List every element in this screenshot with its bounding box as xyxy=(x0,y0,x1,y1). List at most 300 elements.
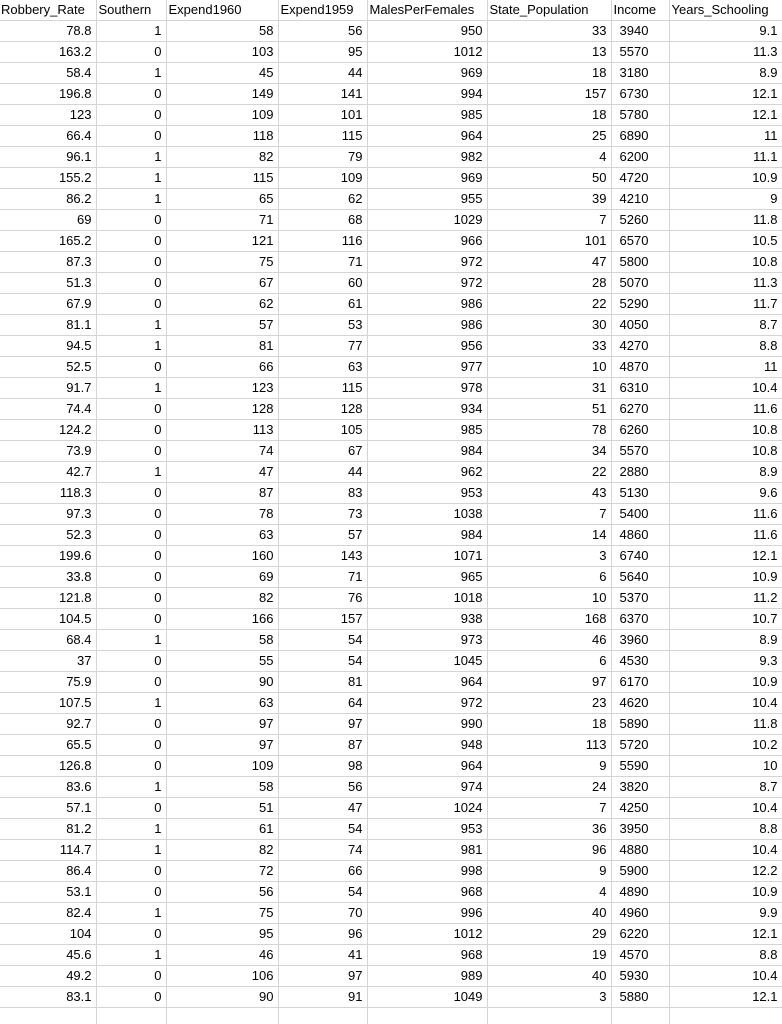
cell-southern[interactable]: 1 xyxy=(96,168,166,189)
cell-males-per-females[interactable]: 1018 xyxy=(367,588,487,609)
cell-expend1959[interactable]: 54 xyxy=(278,819,367,840)
cell-income[interactable]: 3820 xyxy=(611,777,669,798)
cell-expend1959[interactable]: 60 xyxy=(278,273,367,294)
cell-southern[interactable]: 0 xyxy=(96,483,166,504)
cell-state-population[interactable]: 7 xyxy=(487,210,611,231)
cell-robbery-rate[interactable]: 118.3 xyxy=(0,483,96,504)
cell-southern[interactable]: 0 xyxy=(96,987,166,1008)
cell-robbery-rate[interactable]: 126.8 xyxy=(0,756,96,777)
cell-state-population[interactable]: 6 xyxy=(487,567,611,588)
cell-robbery-rate[interactable]: 42.7 xyxy=(0,462,96,483)
cell-robbery-rate[interactable]: 68.4 xyxy=(0,630,96,651)
cell-robbery-rate[interactable]: 67.9 xyxy=(0,294,96,315)
cell-expend1959[interactable]: 64 xyxy=(278,693,367,714)
cell-years-schooling[interactable]: 10.5 xyxy=(669,231,782,252)
cell-expend1959[interactable]: 81 xyxy=(278,672,367,693)
column-header-expend1960[interactable]: Expend1960 xyxy=(166,0,278,21)
cell-years-schooling[interactable]: 10.8 xyxy=(669,420,782,441)
cell-robbery-rate[interactable]: 49.2 xyxy=(0,966,96,987)
cell-expend1959[interactable]: 115 xyxy=(278,378,367,399)
cell-years-schooling[interactable]: 12.2 xyxy=(669,861,782,882)
cell-males-per-females[interactable]: 994 xyxy=(367,84,487,105)
cell-southern[interactable]: 0 xyxy=(96,672,166,693)
cell-expend1960[interactable]: 46 xyxy=(166,945,278,966)
cell-males-per-females[interactable]: 968 xyxy=(367,945,487,966)
cell-expend1959[interactable]: 79 xyxy=(278,147,367,168)
cell-expend1959[interactable]: 109 xyxy=(278,168,367,189)
cell-expend1960[interactable]: 69 xyxy=(166,567,278,588)
cell-years-schooling[interactable]: 11.2 xyxy=(669,588,782,609)
cell-males-per-females[interactable]: 969 xyxy=(367,168,487,189)
cell-males-per-females[interactable]: 968 xyxy=(367,882,487,903)
empty-cell[interactable] xyxy=(166,1008,278,1024)
cell-state-population[interactable]: 96 xyxy=(487,840,611,861)
cell-state-population[interactable]: 43 xyxy=(487,483,611,504)
column-header-state-population[interactable]: State_Population xyxy=(487,0,611,21)
cell-southern[interactable]: 0 xyxy=(96,798,166,819)
cell-years-schooling[interactable]: 11 xyxy=(669,357,782,378)
cell-income[interactable]: 4860 xyxy=(611,525,669,546)
cell-expend1959[interactable]: 74 xyxy=(278,840,367,861)
cell-southern[interactable]: 1 xyxy=(96,147,166,168)
cell-males-per-females[interactable]: 966 xyxy=(367,231,487,252)
cell-males-per-females[interactable]: 1012 xyxy=(367,924,487,945)
cell-income[interactable]: 4270 xyxy=(611,336,669,357)
cell-robbery-rate[interactable]: 75.9 xyxy=(0,672,96,693)
cell-years-schooling[interactable]: 9 xyxy=(669,189,782,210)
cell-robbery-rate[interactable]: 104.5 xyxy=(0,609,96,630)
cell-income[interactable]: 5640 xyxy=(611,567,669,588)
cell-income[interactable]: 5880 xyxy=(611,987,669,1008)
cell-income[interactable]: 5720 xyxy=(611,735,669,756)
cell-income[interactable]: 4210 xyxy=(611,189,669,210)
cell-expend1959[interactable]: 95 xyxy=(278,42,367,63)
cell-expend1960[interactable]: 51 xyxy=(166,798,278,819)
cell-state-population[interactable]: 46 xyxy=(487,630,611,651)
cell-southern[interactable]: 0 xyxy=(96,210,166,231)
cell-southern[interactable]: 1 xyxy=(96,777,166,798)
cell-males-per-females[interactable]: 985 xyxy=(367,420,487,441)
cell-expend1960[interactable]: 166 xyxy=(166,609,278,630)
cell-southern[interactable]: 0 xyxy=(96,609,166,630)
cell-southern[interactable]: 0 xyxy=(96,882,166,903)
cell-years-schooling[interactable]: 10.8 xyxy=(669,441,782,462)
cell-expend1959[interactable]: 56 xyxy=(278,777,367,798)
cell-expend1960[interactable]: 63 xyxy=(166,525,278,546)
cell-state-population[interactable]: 51 xyxy=(487,399,611,420)
cell-income[interactable]: 4880 xyxy=(611,840,669,861)
cell-years-schooling[interactable]: 8.7 xyxy=(669,315,782,336)
cell-expend1960[interactable]: 82 xyxy=(166,588,278,609)
cell-years-schooling[interactable]: 8.8 xyxy=(669,945,782,966)
cell-income[interactable]: 5400 xyxy=(611,504,669,525)
cell-years-schooling[interactable]: 8.9 xyxy=(669,462,782,483)
cell-expend1960[interactable]: 58 xyxy=(166,630,278,651)
cell-robbery-rate[interactable]: 196.8 xyxy=(0,84,96,105)
cell-males-per-females[interactable]: 1012 xyxy=(367,42,487,63)
cell-income[interactable]: 5890 xyxy=(611,714,669,735)
cell-robbery-rate[interactable]: 82.4 xyxy=(0,903,96,924)
cell-income[interactable]: 5900 xyxy=(611,861,669,882)
cell-southern[interactable]: 1 xyxy=(96,63,166,84)
cell-income[interactable]: 3940 xyxy=(611,21,669,42)
cell-income[interactable]: 6170 xyxy=(611,672,669,693)
cell-income[interactable]: 3180 xyxy=(611,63,669,84)
cell-state-population[interactable]: 3 xyxy=(487,546,611,567)
cell-expend1959[interactable]: 97 xyxy=(278,966,367,987)
cell-robbery-rate[interactable]: 86.2 xyxy=(0,189,96,210)
cell-males-per-females[interactable]: 964 xyxy=(367,672,487,693)
cell-expend1960[interactable]: 121 xyxy=(166,231,278,252)
cell-state-population[interactable]: 78 xyxy=(487,420,611,441)
cell-males-per-females[interactable]: 938 xyxy=(367,609,487,630)
cell-income[interactable]: 4620 xyxy=(611,693,669,714)
cell-males-per-females[interactable]: 989 xyxy=(367,966,487,987)
cell-expend1960[interactable]: 106 xyxy=(166,966,278,987)
cell-expend1959[interactable]: 77 xyxy=(278,336,367,357)
cell-expend1960[interactable]: 45 xyxy=(166,63,278,84)
cell-expend1959[interactable]: 143 xyxy=(278,546,367,567)
cell-expend1960[interactable]: 115 xyxy=(166,168,278,189)
cell-southern[interactable]: 0 xyxy=(96,756,166,777)
cell-income[interactable]: 4050 xyxy=(611,315,669,336)
cell-expend1960[interactable]: 81 xyxy=(166,336,278,357)
cell-robbery-rate[interactable]: 58.4 xyxy=(0,63,96,84)
cell-years-schooling[interactable]: 10.4 xyxy=(669,693,782,714)
cell-males-per-females[interactable]: 1049 xyxy=(367,987,487,1008)
cell-state-population[interactable]: 10 xyxy=(487,357,611,378)
cell-years-schooling[interactable]: 10.7 xyxy=(669,609,782,630)
cell-robbery-rate[interactable]: 94.5 xyxy=(0,336,96,357)
cell-expend1959[interactable]: 83 xyxy=(278,483,367,504)
cell-expend1959[interactable]: 115 xyxy=(278,126,367,147)
cell-southern[interactable]: 0 xyxy=(96,231,166,252)
cell-males-per-females[interactable]: 955 xyxy=(367,189,487,210)
cell-expend1959[interactable]: 54 xyxy=(278,630,367,651)
cell-males-per-females[interactable]: 977 xyxy=(367,357,487,378)
cell-expend1960[interactable]: 113 xyxy=(166,420,278,441)
cell-expend1959[interactable]: 101 xyxy=(278,105,367,126)
cell-robbery-rate[interactable]: 92.7 xyxy=(0,714,96,735)
cell-males-per-females[interactable]: 972 xyxy=(367,693,487,714)
cell-expend1960[interactable]: 74 xyxy=(166,441,278,462)
cell-males-per-females[interactable]: 1071 xyxy=(367,546,487,567)
cell-expend1959[interactable]: 71 xyxy=(278,252,367,273)
cell-income[interactable]: 5570 xyxy=(611,441,669,462)
cell-years-schooling[interactable]: 11.3 xyxy=(669,42,782,63)
cell-income[interactable]: 4890 xyxy=(611,882,669,903)
cell-years-schooling[interactable]: 10.4 xyxy=(669,840,782,861)
cell-expend1960[interactable]: 58 xyxy=(166,21,278,42)
cell-robbery-rate[interactable]: 45.6 xyxy=(0,945,96,966)
cell-income[interactable]: 5800 xyxy=(611,252,669,273)
cell-state-population[interactable]: 22 xyxy=(487,294,611,315)
cell-state-population[interactable]: 29 xyxy=(487,924,611,945)
cell-males-per-females[interactable]: 953 xyxy=(367,483,487,504)
cell-males-per-females[interactable]: 984 xyxy=(367,525,487,546)
cell-robbery-rate[interactable]: 83.1 xyxy=(0,987,96,1008)
empty-cell[interactable] xyxy=(278,1008,367,1024)
cell-years-schooling[interactable]: 12.1 xyxy=(669,987,782,1008)
cell-males-per-females[interactable]: 986 xyxy=(367,294,487,315)
cell-robbery-rate[interactable]: 104 xyxy=(0,924,96,945)
cell-southern[interactable]: 1 xyxy=(96,693,166,714)
cell-robbery-rate[interactable]: 57.1 xyxy=(0,798,96,819)
cell-expend1959[interactable]: 96 xyxy=(278,924,367,945)
cell-expend1960[interactable]: 82 xyxy=(166,840,278,861)
cell-income[interactable]: 6220 xyxy=(611,924,669,945)
cell-years-schooling[interactable]: 10.4 xyxy=(669,966,782,987)
cell-state-population[interactable]: 30 xyxy=(487,315,611,336)
cell-years-schooling[interactable]: 11.1 xyxy=(669,147,782,168)
cell-southern[interactable]: 0 xyxy=(96,651,166,672)
cell-expend1960[interactable]: 123 xyxy=(166,378,278,399)
cell-southern[interactable]: 1 xyxy=(96,378,166,399)
cell-years-schooling[interactable]: 10.4 xyxy=(669,378,782,399)
cell-expend1960[interactable]: 118 xyxy=(166,126,278,147)
cell-males-per-females[interactable]: 973 xyxy=(367,630,487,651)
cell-income[interactable]: 6260 xyxy=(611,420,669,441)
cell-expend1960[interactable]: 55 xyxy=(166,651,278,672)
cell-state-population[interactable]: 7 xyxy=(487,504,611,525)
cell-males-per-females[interactable]: 950 xyxy=(367,21,487,42)
cell-state-population[interactable]: 13 xyxy=(487,42,611,63)
cell-expend1959[interactable]: 41 xyxy=(278,945,367,966)
cell-expend1959[interactable]: 128 xyxy=(278,399,367,420)
cell-years-schooling[interactable]: 11 xyxy=(669,126,782,147)
cell-expend1960[interactable]: 75 xyxy=(166,252,278,273)
cell-southern[interactable]: 1 xyxy=(96,840,166,861)
cell-state-population[interactable]: 39 xyxy=(487,189,611,210)
cell-income[interactable]: 6270 xyxy=(611,399,669,420)
cell-years-schooling[interactable]: 11.8 xyxy=(669,714,782,735)
cell-southern[interactable]: 0 xyxy=(96,84,166,105)
cell-robbery-rate[interactable]: 74.4 xyxy=(0,399,96,420)
cell-robbery-rate[interactable]: 52.5 xyxy=(0,357,96,378)
cell-expend1960[interactable]: 90 xyxy=(166,987,278,1008)
column-header-males-per-females[interactable]: MalesPerFemales xyxy=(367,0,487,21)
cell-years-schooling[interactable]: 11.6 xyxy=(669,504,782,525)
cell-income[interactable]: 3950 xyxy=(611,819,669,840)
cell-males-per-females[interactable]: 1038 xyxy=(367,504,487,525)
cell-southern[interactable]: 0 xyxy=(96,546,166,567)
cell-state-population[interactable]: 28 xyxy=(487,273,611,294)
cell-years-schooling[interactable]: 11.3 xyxy=(669,273,782,294)
cell-income[interactable]: 5370 xyxy=(611,588,669,609)
cell-expend1960[interactable]: 58 xyxy=(166,777,278,798)
cell-state-population[interactable]: 25 xyxy=(487,126,611,147)
empty-cell[interactable] xyxy=(0,1008,96,1024)
cell-southern[interactable]: 0 xyxy=(96,924,166,945)
cell-males-per-females[interactable]: 996 xyxy=(367,903,487,924)
cell-state-population[interactable]: 18 xyxy=(487,63,611,84)
cell-males-per-females[interactable]: 1024 xyxy=(367,798,487,819)
cell-income[interactable]: 5570 xyxy=(611,42,669,63)
cell-southern[interactable]: 1 xyxy=(96,21,166,42)
cell-years-schooling[interactable]: 8.7 xyxy=(669,777,782,798)
cell-state-population[interactable]: 47 xyxy=(487,252,611,273)
cell-years-schooling[interactable]: 8.9 xyxy=(669,630,782,651)
cell-expend1959[interactable]: 157 xyxy=(278,609,367,630)
cell-state-population[interactable]: 33 xyxy=(487,336,611,357)
empty-cell[interactable] xyxy=(669,1008,782,1024)
empty-cell[interactable] xyxy=(611,1008,669,1024)
cell-income[interactable]: 5290 xyxy=(611,294,669,315)
cell-males-per-females[interactable]: 934 xyxy=(367,399,487,420)
cell-southern[interactable]: 1 xyxy=(96,819,166,840)
cell-expend1959[interactable]: 47 xyxy=(278,798,367,819)
cell-expend1960[interactable]: 97 xyxy=(166,714,278,735)
cell-income[interactable]: 5130 xyxy=(611,483,669,504)
cell-expend1960[interactable]: 82 xyxy=(166,147,278,168)
cell-income[interactable]: 5930 xyxy=(611,966,669,987)
cell-southern[interactable]: 0 xyxy=(96,399,166,420)
cell-years-schooling[interactable]: 9.1 xyxy=(669,21,782,42)
cell-robbery-rate[interactable]: 65.5 xyxy=(0,735,96,756)
cell-expend1959[interactable]: 76 xyxy=(278,588,367,609)
cell-males-per-females[interactable]: 1029 xyxy=(367,210,487,231)
cell-expend1960[interactable]: 149 xyxy=(166,84,278,105)
cell-years-schooling[interactable]: 11.6 xyxy=(669,399,782,420)
cell-years-schooling[interactable]: 10.8 xyxy=(669,252,782,273)
cell-robbery-rate[interactable]: 155.2 xyxy=(0,168,96,189)
cell-state-population[interactable]: 19 xyxy=(487,945,611,966)
cell-income[interactable]: 6890 xyxy=(611,126,669,147)
cell-southern[interactable]: 0 xyxy=(96,252,166,273)
cell-state-population[interactable]: 40 xyxy=(487,903,611,924)
cell-robbery-rate[interactable]: 33.8 xyxy=(0,567,96,588)
cell-years-schooling[interactable]: 10.9 xyxy=(669,567,782,588)
cell-robbery-rate[interactable]: 69 xyxy=(0,210,96,231)
cell-males-per-females[interactable]: 964 xyxy=(367,126,487,147)
cell-robbery-rate[interactable]: 107.5 xyxy=(0,693,96,714)
cell-southern[interactable]: 0 xyxy=(96,714,166,735)
cell-expend1959[interactable]: 56 xyxy=(278,21,367,42)
cell-males-per-females[interactable]: 1045 xyxy=(367,651,487,672)
cell-state-population[interactable]: 33 xyxy=(487,21,611,42)
cell-state-population[interactable]: 36 xyxy=(487,819,611,840)
cell-state-population[interactable]: 24 xyxy=(487,777,611,798)
cell-males-per-females[interactable]: 964 xyxy=(367,756,487,777)
cell-males-per-females[interactable]: 972 xyxy=(367,252,487,273)
cell-robbery-rate[interactable]: 37 xyxy=(0,651,96,672)
cell-southern[interactable]: 0 xyxy=(96,420,166,441)
column-header-years-schooling[interactable]: Years_Schooling xyxy=(669,0,782,21)
cell-expend1959[interactable]: 53 xyxy=(278,315,367,336)
cell-males-per-females[interactable]: 956 xyxy=(367,336,487,357)
cell-southern[interactable]: 0 xyxy=(96,735,166,756)
cell-years-schooling[interactable]: 9.3 xyxy=(669,651,782,672)
cell-state-population[interactable]: 168 xyxy=(487,609,611,630)
cell-state-population[interactable]: 40 xyxy=(487,966,611,987)
cell-robbery-rate[interactable]: 87.3 xyxy=(0,252,96,273)
cell-expend1960[interactable]: 109 xyxy=(166,105,278,126)
cell-southern[interactable]: 0 xyxy=(96,966,166,987)
cell-southern[interactable]: 0 xyxy=(96,273,166,294)
cell-expend1960[interactable]: 56 xyxy=(166,882,278,903)
cell-income[interactable]: 3960 xyxy=(611,630,669,651)
cell-expend1960[interactable]: 72 xyxy=(166,861,278,882)
cell-state-population[interactable]: 97 xyxy=(487,672,611,693)
cell-robbery-rate[interactable]: 91.7 xyxy=(0,378,96,399)
cell-income[interactable]: 6730 xyxy=(611,84,669,105)
cell-expend1959[interactable]: 87 xyxy=(278,735,367,756)
cell-years-schooling[interactable]: 10.9 xyxy=(669,672,782,693)
cell-state-population[interactable]: 4 xyxy=(487,147,611,168)
column-header-income[interactable]: Income xyxy=(611,0,669,21)
cell-expend1960[interactable]: 71 xyxy=(166,210,278,231)
cell-expend1960[interactable]: 62 xyxy=(166,294,278,315)
empty-cell[interactable] xyxy=(487,1008,611,1024)
cell-income[interactable]: 6200 xyxy=(611,147,669,168)
cell-robbery-rate[interactable]: 123 xyxy=(0,105,96,126)
cell-years-schooling[interactable]: 10 xyxy=(669,756,782,777)
cell-expend1959[interactable]: 54 xyxy=(278,651,367,672)
cell-expend1960[interactable]: 103 xyxy=(166,42,278,63)
cell-southern[interactable]: 1 xyxy=(96,462,166,483)
cell-robbery-rate[interactable]: 83.6 xyxy=(0,777,96,798)
cell-robbery-rate[interactable]: 51.3 xyxy=(0,273,96,294)
cell-years-schooling[interactable]: 10.9 xyxy=(669,882,782,903)
cell-robbery-rate[interactable]: 124.2 xyxy=(0,420,96,441)
cell-expend1959[interactable]: 54 xyxy=(278,882,367,903)
cell-state-population[interactable]: 9 xyxy=(487,861,611,882)
cell-southern[interactable]: 1 xyxy=(96,903,166,924)
cell-years-schooling[interactable]: 11.8 xyxy=(669,210,782,231)
cell-robbery-rate[interactable]: 199.6 xyxy=(0,546,96,567)
cell-expend1960[interactable]: 90 xyxy=(166,672,278,693)
cell-robbery-rate[interactable]: 78.8 xyxy=(0,21,96,42)
cell-southern[interactable]: 1 xyxy=(96,630,166,651)
cell-robbery-rate[interactable]: 53.1 xyxy=(0,882,96,903)
cell-southern[interactable]: 0 xyxy=(96,441,166,462)
cell-expend1959[interactable]: 73 xyxy=(278,504,367,525)
cell-years-schooling[interactable]: 9.9 xyxy=(669,903,782,924)
column-header-expend1959[interactable]: Expend1959 xyxy=(278,0,367,21)
cell-state-population[interactable]: 18 xyxy=(487,105,611,126)
cell-southern[interactable]: 0 xyxy=(96,861,166,882)
cell-expend1960[interactable]: 95 xyxy=(166,924,278,945)
cell-robbery-rate[interactable]: 73.9 xyxy=(0,441,96,462)
cell-expend1959[interactable]: 71 xyxy=(278,567,367,588)
cell-males-per-females[interactable]: 998 xyxy=(367,861,487,882)
cell-income[interactable]: 6740 xyxy=(611,546,669,567)
cell-income[interactable]: 4960 xyxy=(611,903,669,924)
cell-robbery-rate[interactable]: 114.7 xyxy=(0,840,96,861)
cell-expend1960[interactable]: 160 xyxy=(166,546,278,567)
cell-income[interactable]: 4250 xyxy=(611,798,669,819)
cell-southern[interactable]: 0 xyxy=(96,588,166,609)
cell-state-population[interactable]: 22 xyxy=(487,462,611,483)
cell-expend1959[interactable]: 141 xyxy=(278,84,367,105)
cell-years-schooling[interactable]: 12.1 xyxy=(669,84,782,105)
cell-state-population[interactable]: 101 xyxy=(487,231,611,252)
cell-males-per-females[interactable]: 962 xyxy=(367,462,487,483)
cell-southern[interactable]: 0 xyxy=(96,126,166,147)
cell-robbery-rate[interactable]: 163.2 xyxy=(0,42,96,63)
cell-males-per-females[interactable]: 986 xyxy=(367,315,487,336)
cell-income[interactable]: 4720 xyxy=(611,168,669,189)
cell-southern[interactable]: 0 xyxy=(96,42,166,63)
cell-males-per-females[interactable]: 969 xyxy=(367,63,487,84)
cell-state-population[interactable]: 50 xyxy=(487,168,611,189)
cell-expend1960[interactable]: 87 xyxy=(166,483,278,504)
cell-expend1960[interactable]: 47 xyxy=(166,462,278,483)
cell-expend1959[interactable]: 44 xyxy=(278,63,367,84)
cell-southern[interactable]: 1 xyxy=(96,189,166,210)
cell-males-per-females[interactable]: 978 xyxy=(367,378,487,399)
cell-expend1960[interactable]: 57 xyxy=(166,315,278,336)
